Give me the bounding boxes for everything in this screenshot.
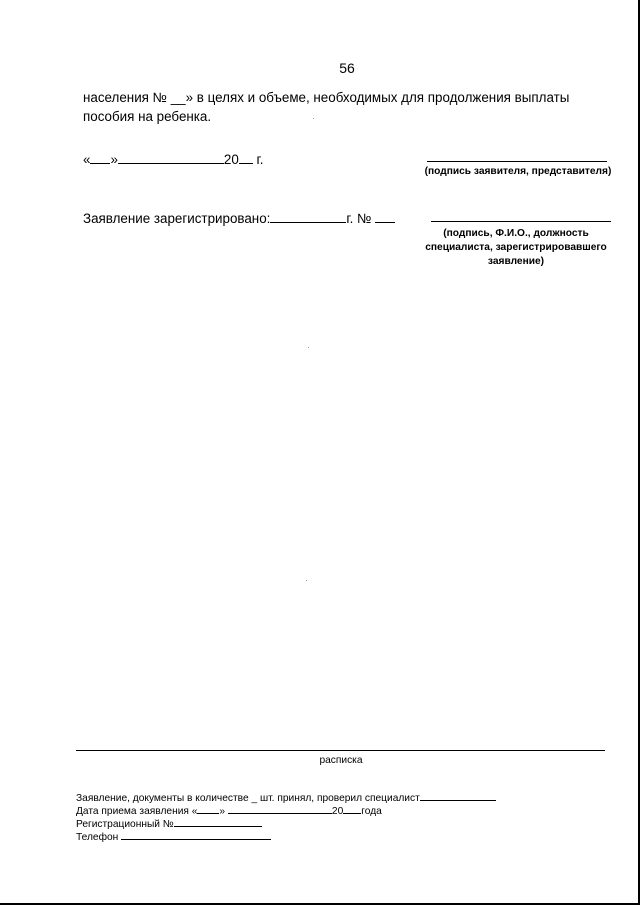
receipt-month-blank: [228, 803, 332, 814]
year-prefix: 20: [223, 152, 239, 167]
specialist-caption-line-2: специалиста, зарегистрировавшего: [425, 242, 607, 253]
intro-paragraph: населения № __» в целях и объеме, необходимых для продолжения выплаты пособия на ребенка.: [83, 90, 570, 124]
receipt-title: расписка: [319, 755, 363, 766]
receipt-registration-blank: [174, 816, 262, 827]
specialist-signature-caption: [416, 227, 616, 269]
receipt-year-prefix: 20: [331, 806, 344, 817]
year-blank: [239, 150, 253, 164]
receipt-phone-blank: [121, 829, 271, 840]
applicant-signature-caption: (подпись заявителя, представителя): [424, 166, 612, 177]
specialist-caption-line-3: заявление): [487, 256, 545, 267]
month-blank: [118, 150, 224, 164]
specialist-caption-line-1: (подпись, Ф.И.О., должность: [443, 228, 589, 239]
applicant-signature-line: [427, 161, 607, 162]
scan-speck: [313, 118, 314, 119]
receipt-divider: [76, 750, 605, 751]
receipt-line-1-text: Заявление, документы в количестве _ шт. принял, проверил специалист: [76, 793, 420, 804]
specialist-signature-line: [431, 221, 611, 222]
date-open-quote: «: [83, 152, 91, 167]
receipt-phone-label: Телефон: [76, 832, 119, 843]
date-close-quote: »: [110, 152, 118, 167]
registration-number-blank: [375, 209, 395, 223]
scan-speck: [306, 580, 307, 581]
day-blank: [90, 150, 110, 164]
receipt-date-close-quote: »: [219, 806, 226, 817]
date-line: [83, 150, 264, 167]
receipt-year-suffix: года: [361, 806, 382, 817]
specialist-blank: [420, 790, 496, 801]
year-suffix: г.: [256, 152, 264, 167]
receipt-year-blank: [343, 803, 361, 814]
page-number: 56: [339, 60, 355, 76]
scan-speck: [308, 347, 309, 348]
registration-date-blank: [270, 209, 346, 223]
receipt-day-blank: [197, 803, 219, 814]
registration-year-suffix: г. №: [346, 211, 372, 226]
registration-label: Заявление зарегистрировано:: [83, 211, 271, 226]
receipt-registration-label: Регистрационный №: [76, 819, 174, 830]
registration-line: [83, 209, 395, 226]
receipt-date-label: Дата приема заявления «: [76, 806, 198, 817]
receipt-line-phone: [76, 829, 271, 844]
